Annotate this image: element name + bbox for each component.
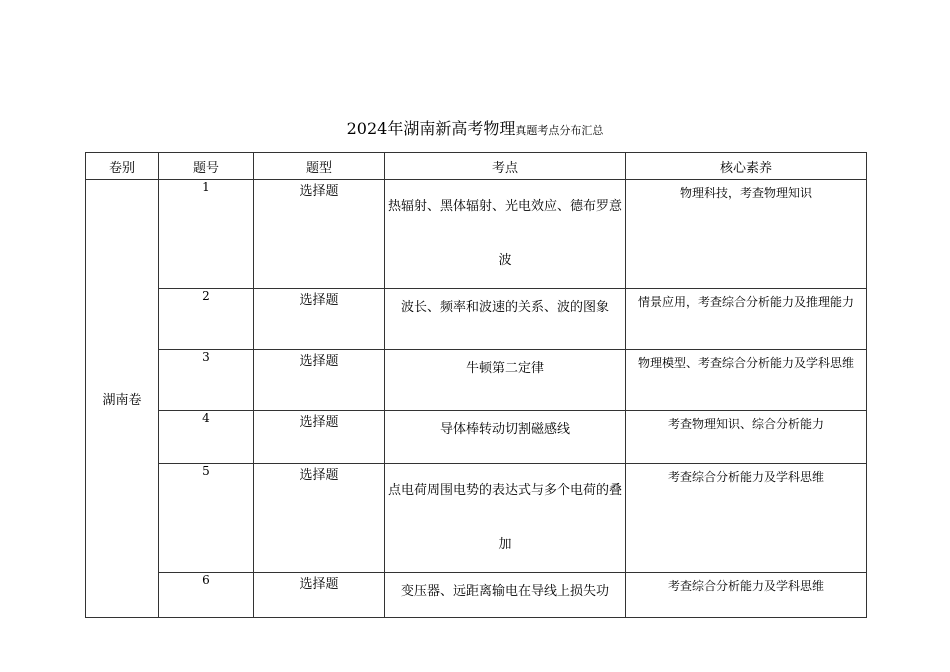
core-cell: 考查综合分析能力及学科思维 xyxy=(626,464,867,573)
type-cell: 选择题 xyxy=(254,573,385,618)
number-cell: 5 xyxy=(159,464,254,573)
point-cell: 波长、频率和波速的关系、波的图象 xyxy=(385,289,626,350)
sheet-cell: 湖南卷 xyxy=(86,180,159,618)
exam-points-table xyxy=(85,152,867,618)
point-cell: 牛顿第二定律 xyxy=(385,350,626,411)
document-title xyxy=(0,116,950,139)
point-cell: 导体棒转动切割磁感线 xyxy=(385,411,626,464)
type-cell: 选择题 xyxy=(254,289,385,350)
number-cell: 6 xyxy=(159,573,254,618)
core-cell: 考查物理知识、综合分析能力 xyxy=(626,411,867,464)
core-cell: 情景应用，考查综合分析能力及推理能力 xyxy=(626,289,867,350)
number-cell: 1 xyxy=(159,180,254,289)
table-row xyxy=(86,464,867,573)
table-row xyxy=(86,350,867,411)
number-cell: 4 xyxy=(159,411,254,464)
core-cell: 物理科技，考查物理知识 xyxy=(626,180,867,289)
title-sub: 真题考点分布汇总 xyxy=(515,124,604,137)
header-point: 考点 xyxy=(385,153,626,180)
core-cell: 考查综合分析能力及学科思维 xyxy=(626,573,867,618)
point-cell: 变压器、远距离输电在导线上损失功 xyxy=(385,573,626,618)
type-cell: 选择题 xyxy=(254,464,385,573)
number-cell: 3 xyxy=(159,350,254,411)
type-cell: 选择题 xyxy=(254,350,385,411)
header-number: 题号 xyxy=(159,153,254,180)
table-row xyxy=(86,573,867,618)
type-cell: 选择题 xyxy=(254,411,385,464)
table-row xyxy=(86,180,867,289)
point-cell: 点电荷周围电势的表达式与多个电荷的叠加 xyxy=(385,464,626,573)
header-core: 核心素养 xyxy=(626,153,867,180)
title-main: 2024年湖南新高考物理 xyxy=(346,119,516,138)
table-header-row xyxy=(86,153,867,180)
table-row xyxy=(86,411,867,464)
header-sheet: 卷别 xyxy=(86,153,159,180)
table-row xyxy=(86,289,867,350)
core-cell: 物理模型、考查综合分析能力及学科思维 xyxy=(626,350,867,411)
type-cell: 选择题 xyxy=(254,180,385,289)
number-cell: 2 xyxy=(159,289,254,350)
header-type: 题型 xyxy=(254,153,385,180)
point-cell: 热辐射、黑体辐射、光电效应、德布罗意波 xyxy=(385,180,626,289)
